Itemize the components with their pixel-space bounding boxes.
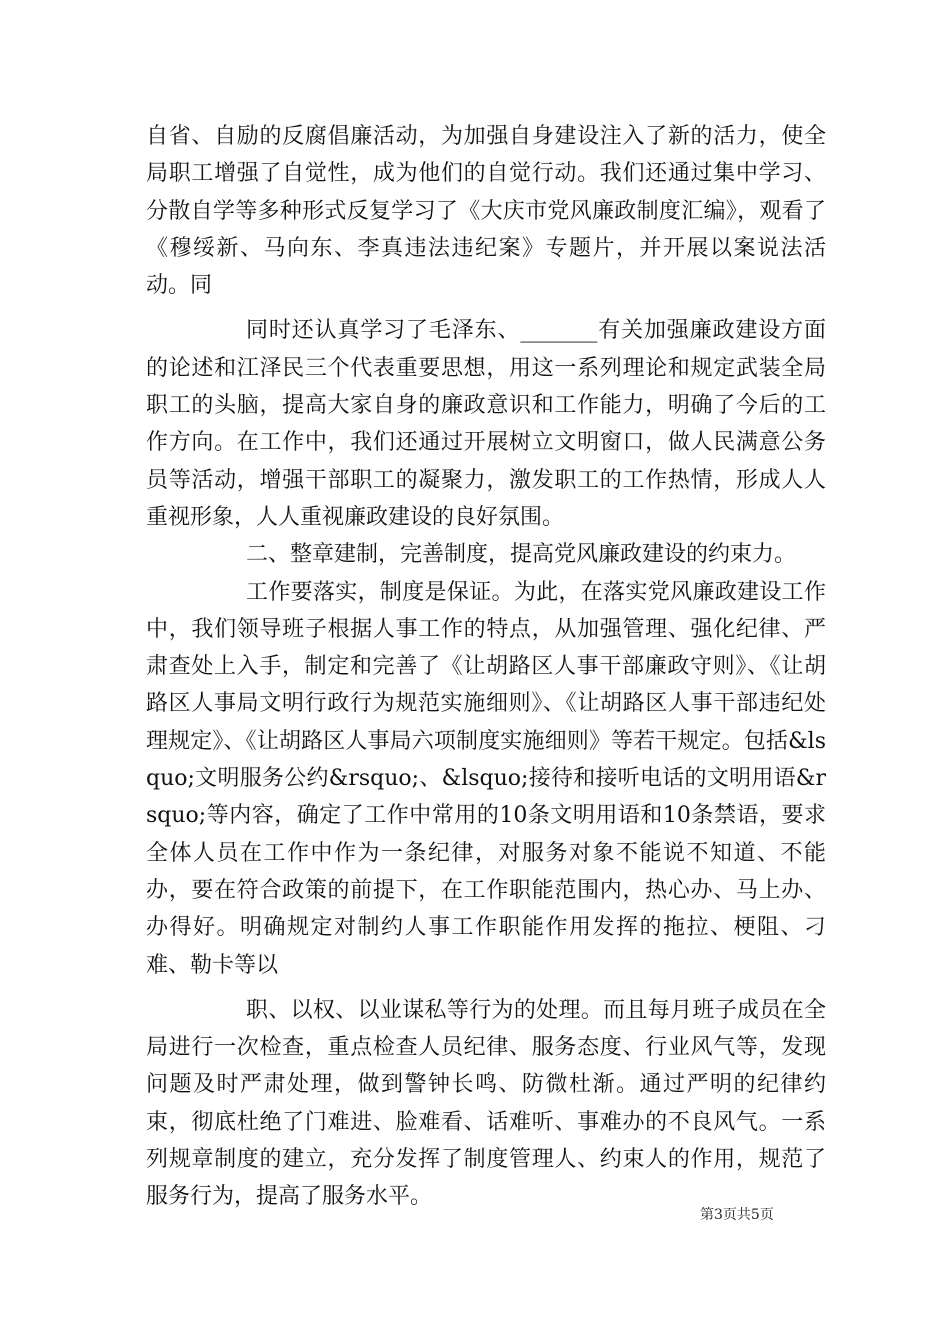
page-number: 第3页共5页 xyxy=(700,1207,774,1223)
section-heading: 二、整章建制，完善制度，提高党风廉政建设的约束力。 xyxy=(246,542,797,568)
paragraph-4: 职、以权、以业谋私等行为的处理。而且每月班子成员在全局进行一次检查，重点检查人员纪律、服务态度、行业风气等，发现问题及时严肃处理，做到警钟长鸣、防微杜渐。通过严明的纪律约束，彻底杜绝了门难进、脸难看、话难听、事难办的不良风气。一系列规章制度的建立，充分发挥了制度管理人、约束人的作用，规范了服务行为，提高了服务水平。 xyxy=(146,997,826,1210)
paragraph-2: 同时还认真学习了毛泽东、_______有关加强廉政建设方面的论述和江泽民三个代表重要思想，用这一系列理论和规定武装全局职工的头脑，提高大家自身的廉政意识和工作能力，明确了今后的工作方向。在工作中，我们还通过开展树立文明窗口，做人民满意公务员等活动，增强干部职工的凝聚力，激发职工的工作热情，形成人人重视形象，人人重视廉政建设的良好氛围。 xyxy=(146,318,826,530)
paragraph-3: 工作要落实，制度是保证。为此，在落实党风廉政建设工作中，我们领导班子根据人事工作的特点，从加强管理、强化纪律、严肃查处上入手，制定和完善了《让胡路区人事干部廉政守则》、《让胡路区人事局文明行政行为规范实施细则》、《让胡路区人事干部违纪处理规定》、《让胡路区人事局六项制度实施细则》等若干规定。包括&lsquo;文明服务公约&rsquo;、&lsquo;接待和接听电话的文明用语&rsquo;等内容，确定了工作中常用的10条文明用语和10条禁语，要求全体人员在工作中作为一条纪律，对服务对象不能说不知道、不能办，要在符合政策的前提下，在工作职能范围内，热心办、马上办、办得好。明确规定对制约人事工作职能作用发挥的拖拉、梗阻、刁难、勒卡等以 xyxy=(146,579,826,978)
document-body xyxy=(146,118,826,1216)
paragraph-1: 自省、自励的反腐倡廉活动，为加强自身建设注入了新的活力，使全局职工增强了自觉性，成为他们的自觉行动。我们还通过集中学习、分散自学等多种形式反复学习了《大庆市党风廉政制度汇编》，观看了《穆绥新、马向东、李真违法违纪案》专题片，并开展以案说法活动。同 xyxy=(146,124,826,299)
